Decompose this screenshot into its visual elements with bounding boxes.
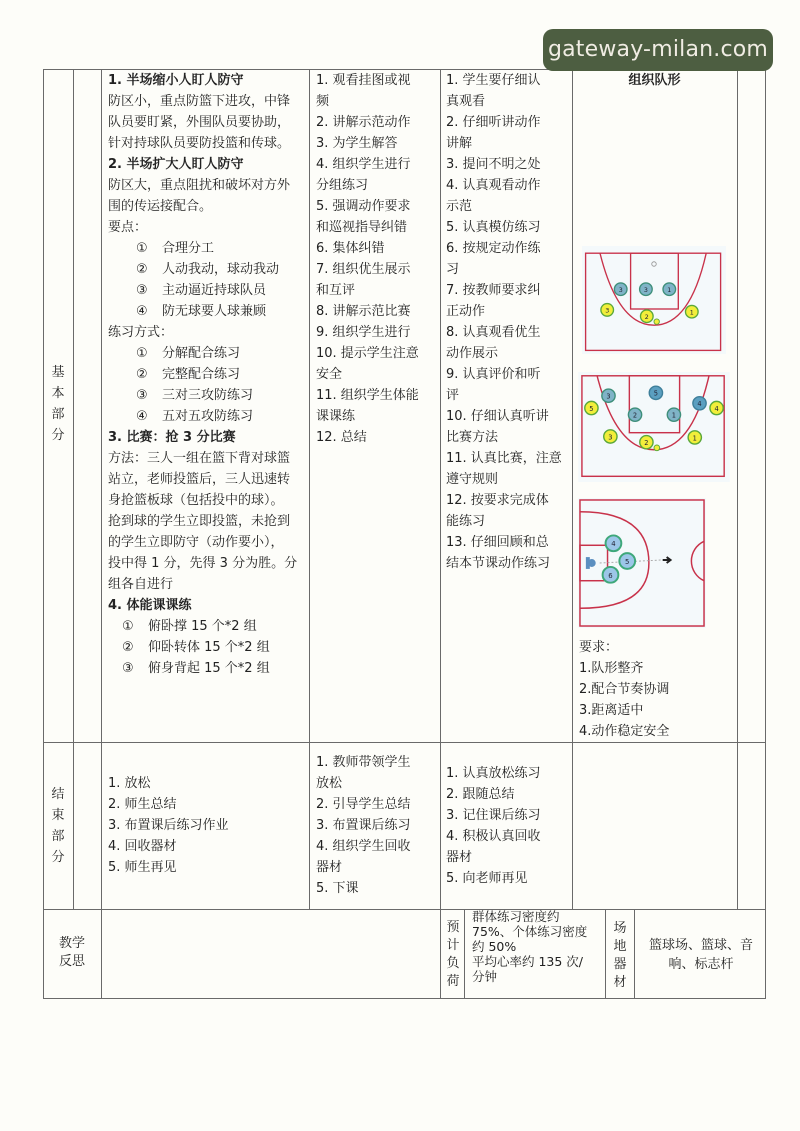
student-activity-line: 2. 跟随总结 [446, 787, 515, 802]
student-activity-line: 3. 记住课后练习 [446, 808, 541, 823]
reflection-label [52, 935, 92, 971]
item3-line: 抢到球的学生立即投篮，未抢到 [108, 514, 291, 529]
teacher-activity-line: 5. 下课 [316, 881, 359, 896]
requirement-item: 4.动作稳定安全 [579, 724, 670, 739]
teacher-activity-line: 8. 讲解示范比赛 [316, 304, 411, 319]
teacher-activity-line: 4. 组织学生进行 [316, 157, 411, 172]
svg-text:3: 3 [643, 286, 648, 294]
table-bottom-border [43, 998, 766, 999]
circled-number: ② [122, 640, 134, 655]
end-content [108, 773, 306, 878]
item2-title: 2. 半场扩大人盯人防守 [108, 157, 244, 172]
student-activity-line: 正动作 [446, 304, 486, 319]
basketball-icon [654, 319, 659, 324]
key-point-item [108, 259, 306, 280]
svg-text:5: 5 [589, 404, 594, 413]
practice-text: 五对五攻防练习 [162, 409, 254, 424]
teacher-activity-line: 4. 组织学生回收 [316, 839, 411, 854]
court-diagram-3 [578, 498, 706, 628]
student-activity-line: 能练习 [446, 514, 486, 529]
end-content-line: 5. 师生再见 [108, 860, 177, 875]
student-activity-line: 动作展示 [446, 346, 499, 361]
key-point-item [108, 301, 306, 322]
key-points-label: 要点： [108, 220, 148, 235]
row-divider-end [43, 742, 766, 743]
teacher-activity-line: 安全 [316, 367, 343, 382]
col-divider-3 [309, 69, 310, 910]
section-label-end [48, 784, 68, 868]
teacher-activity-line: 2. 讲解示范动作 [316, 115, 411, 130]
fitness-item [108, 658, 306, 679]
svg-text:6: 6 [608, 571, 613, 580]
item3-line: 组各自进行 [108, 577, 174, 592]
section-label-basic [48, 362, 68, 446]
end-content-line: 4. 回收器材 [108, 839, 177, 854]
fitness-item [108, 616, 306, 637]
item1-title: 1. 半场缩小人盯人防守 [108, 73, 244, 88]
student-activity-line: 1. 认真放松练习 [446, 766, 541, 781]
load-line: 约 50% [472, 939, 517, 954]
svg-text:2: 2 [632, 411, 638, 420]
item3-line: 的学生立即防守（动作要小）， [108, 535, 284, 550]
student-activity-line: 5. 认真模仿练习 [446, 220, 541, 235]
item1-line: 队员要盯紧，外围队员要协助， [108, 115, 291, 130]
basic-student-activities [446, 70, 570, 574]
requirements-label: 要求： [579, 640, 619, 655]
venue-equipment: 篮球场、篮球、音响、标志杆 [648, 938, 753, 972]
practice-item [108, 385, 306, 406]
end-content-line: 2. 师生总结 [108, 797, 177, 812]
teacher-activity-line: 11. 组织学生体能 [316, 388, 419, 403]
svg-text:4: 4 [714, 404, 719, 413]
circled-number: ③ [136, 388, 148, 403]
teacher-activity-line: 分组练习 [316, 178, 369, 193]
teacher-activity-line: 5. 强调动作要求 [316, 199, 411, 214]
svg-text:3: 3 [618, 286, 623, 294]
student-activity-line: 3. 提问不明之处 [446, 157, 541, 172]
item3-line: 站立，老师投篮后，三人迅速转 [108, 472, 291, 487]
circled-number: ③ [122, 661, 134, 676]
key-point-item [108, 238, 306, 259]
teacher-activity-line: 10. 提示学生注意 [316, 346, 419, 361]
teacher-activity-line: 9. 组织学生进行 [316, 325, 411, 340]
requirement-item: 2.配合节奏协调 [579, 682, 670, 697]
item3-title: 3. 比赛：抢 3 分比赛 [108, 430, 236, 445]
table-right-border [765, 69, 766, 999]
student-activity-line: 9. 认真评价和听 [446, 367, 541, 382]
teacher-activity-line: 课课练 [316, 409, 356, 424]
requirement-item: 1.队形整齐 [579, 661, 644, 676]
svg-text:1: 1 [692, 434, 697, 443]
load-label-text: 预计负荷 [446, 920, 460, 989]
svg-text:2: 2 [644, 439, 649, 448]
practice-item [108, 406, 306, 427]
svg-text:5: 5 [653, 389, 659, 398]
item2-line: 围的传运接配合。 [108, 199, 213, 214]
student-activity-line: 2. 仔细听讲动作 [446, 115, 541, 130]
key-point-text: 主动逼近持球队员 [162, 283, 267, 298]
circled-number: ① [136, 346, 148, 361]
teacher-activity-line: 3. 为学生解答 [316, 136, 398, 151]
svg-text:3: 3 [608, 433, 613, 442]
fitness-text: 俯身背起 15 个*2 组 [148, 661, 270, 676]
venue-label-text: 场地器材 [613, 921, 627, 990]
reflection-label-text: 教学反思 [58, 936, 85, 969]
court-diagram-2 [578, 372, 730, 482]
table-left-border [43, 69, 44, 999]
practice-text: 分解配合练习 [162, 346, 241, 361]
practice-item [108, 364, 306, 385]
circled-number: ① [122, 619, 134, 634]
basic-content [108, 70, 306, 679]
practice-item [108, 343, 306, 364]
load-label [444, 919, 462, 991]
end-teacher-activities [316, 752, 436, 899]
teacher-activity-line: 1. 教师带领学生 [316, 755, 411, 770]
teacher-activity-line: 6. 集体纠错 [316, 241, 385, 256]
teacher-activity-line: 器材 [316, 860, 343, 875]
watermark-banner: gateway-milan.com [543, 29, 773, 71]
svg-text:4: 4 [611, 540, 616, 549]
key-point-text: 防无球要人球兼顾 [162, 304, 267, 319]
key-point-item [108, 280, 306, 301]
end-student-activities [446, 763, 570, 889]
student-activity-line: 1. 学生要仔细认 [446, 73, 541, 88]
key-point-text: 合理分工 [162, 241, 215, 256]
svg-text:3: 3 [606, 392, 611, 401]
svg-text:2: 2 [644, 313, 649, 321]
teacher-activity-line: 7. 组织优生展示 [316, 262, 411, 277]
svg-text:1: 1 [689, 309, 694, 317]
load-line: 75%、个体练习密度 [472, 924, 588, 939]
student-activity-line: 7. 按教师要求纠 [446, 283, 541, 298]
student-activity-line: 器材 [446, 850, 473, 865]
teacher-activity-line: 12. 总结 [316, 430, 367, 445]
basketball-icon [654, 445, 660, 451]
col-divider-4 [440, 69, 441, 999]
col-divider-2 [101, 69, 102, 999]
footer-divider-venue [634, 909, 635, 999]
requirement-item: 3.距离适中 [579, 703, 644, 718]
circled-number: ③ [136, 283, 148, 298]
teacher-activity-line: 1. 观看挂图或视 [316, 73, 411, 88]
teacher-activity-line: 频 [316, 94, 330, 109]
student-activity-line: 遵守规则 [446, 472, 499, 487]
fitness-text: 仰卧转体 15 个*2 组 [148, 640, 270, 655]
student-activity-line: 6. 按规定动作练 [446, 241, 541, 256]
student-activity-line: 5. 向老师再见 [446, 871, 528, 886]
fitness-item [108, 637, 306, 658]
row-divider-footer [43, 909, 766, 910]
practice-text: 三对三攻防练习 [162, 388, 254, 403]
load-details [472, 909, 604, 984]
student-activity-line: 比赛方法 [446, 430, 499, 445]
student-activity-line: 10. 仔细认真听讲 [446, 409, 549, 424]
student-activity-line: 12. 按要求完成体 [446, 493, 549, 508]
key-point-text: 人动我动，球动我动 [162, 262, 280, 277]
formation-requirements [579, 637, 734, 742]
col-divider-5 [572, 69, 573, 910]
item3-line: 投中得 1 分，先得 3 分为胜。分 [108, 556, 298, 571]
section-label-end-text: 结束部分 [51, 787, 65, 865]
teacher-activity-line: 和巡视指导纠错 [316, 220, 408, 235]
end-content-line: 3. 布置课后练习作业 [108, 818, 229, 833]
section-label-basic-text: 基本部分 [51, 365, 65, 443]
basic-teacher-activities [316, 70, 436, 448]
footer-divider-load [464, 909, 465, 999]
student-activity-line: 4. 积极认真回收 [446, 829, 541, 844]
load-line: 群体练习密度约 [472, 909, 560, 924]
court-diagram-1 [578, 246, 730, 354]
student-activity-line: 结本节课动作练习 [446, 556, 551, 571]
student-activity-line: 评 [446, 388, 460, 403]
teacher-activity-line: 3. 布置课后练习 [316, 818, 411, 833]
footer-divider-venue-label [605, 909, 606, 999]
teacher-activity-line: 和互评 [316, 283, 356, 298]
item1-line: 针对持球队员要防投篮和传球。 [108, 136, 291, 151]
svg-text:1: 1 [671, 411, 677, 420]
practice-text: 完整配合练习 [162, 367, 241, 382]
venue-label [609, 920, 631, 992]
student-activity-line: 真观看 [446, 94, 486, 109]
item4-title: 4. 体能课课练 [108, 598, 192, 613]
svg-text:4: 4 [697, 400, 702, 409]
circled-number: ② [136, 262, 148, 277]
col-divider-6 [737, 69, 738, 910]
student-activity-line: 示范 [446, 199, 473, 214]
item3-line: 方法：三人一组在篮下背对球篮 [108, 451, 291, 466]
student-activity-line: 习 [446, 262, 460, 277]
end-content-line: 1. 放松 [108, 776, 151, 791]
formation-title: 组织队形 [628, 73, 681, 88]
student-activity-line: 11. 认真比赛，注意 [446, 451, 562, 466]
student-activity-line: 4. 认真观看动作 [446, 178, 541, 193]
circled-number: ② [136, 367, 148, 382]
svg-text:1: 1 [667, 286, 672, 294]
teacher-activity-line: 2. 引导学生总结 [316, 797, 411, 812]
svg-text:3: 3 [605, 307, 610, 315]
load-line: 平均心率约 135 次/ [472, 954, 584, 969]
item1-line: 防区小，重点防篮下进攻，中锋 [108, 94, 291, 109]
fitness-text: 俯卧撑 15 个*2 组 [148, 619, 257, 634]
student-activity-line: 讲解 [446, 136, 473, 151]
circled-number: ④ [136, 409, 148, 424]
col-divider-1 [73, 69, 74, 910]
student-activity-line: 8. 认真观看优生 [446, 325, 541, 340]
student-activity-line: 13. 仔细回顾和总 [446, 535, 549, 550]
item3-line: 身抢篮板球（包括投中的球）。 [108, 493, 284, 508]
practice-label: 练习方式： [108, 325, 174, 340]
circled-number: ④ [136, 304, 148, 319]
hoop-icon [588, 559, 596, 567]
teacher-activity-line: 放松 [316, 776, 343, 791]
circled-number: ① [136, 241, 148, 256]
svg-text:5: 5 [625, 557, 630, 566]
item2-line: 防区大，重点阻扰和破坏对方外 [108, 178, 291, 193]
load-line: 分钟 [472, 969, 498, 984]
